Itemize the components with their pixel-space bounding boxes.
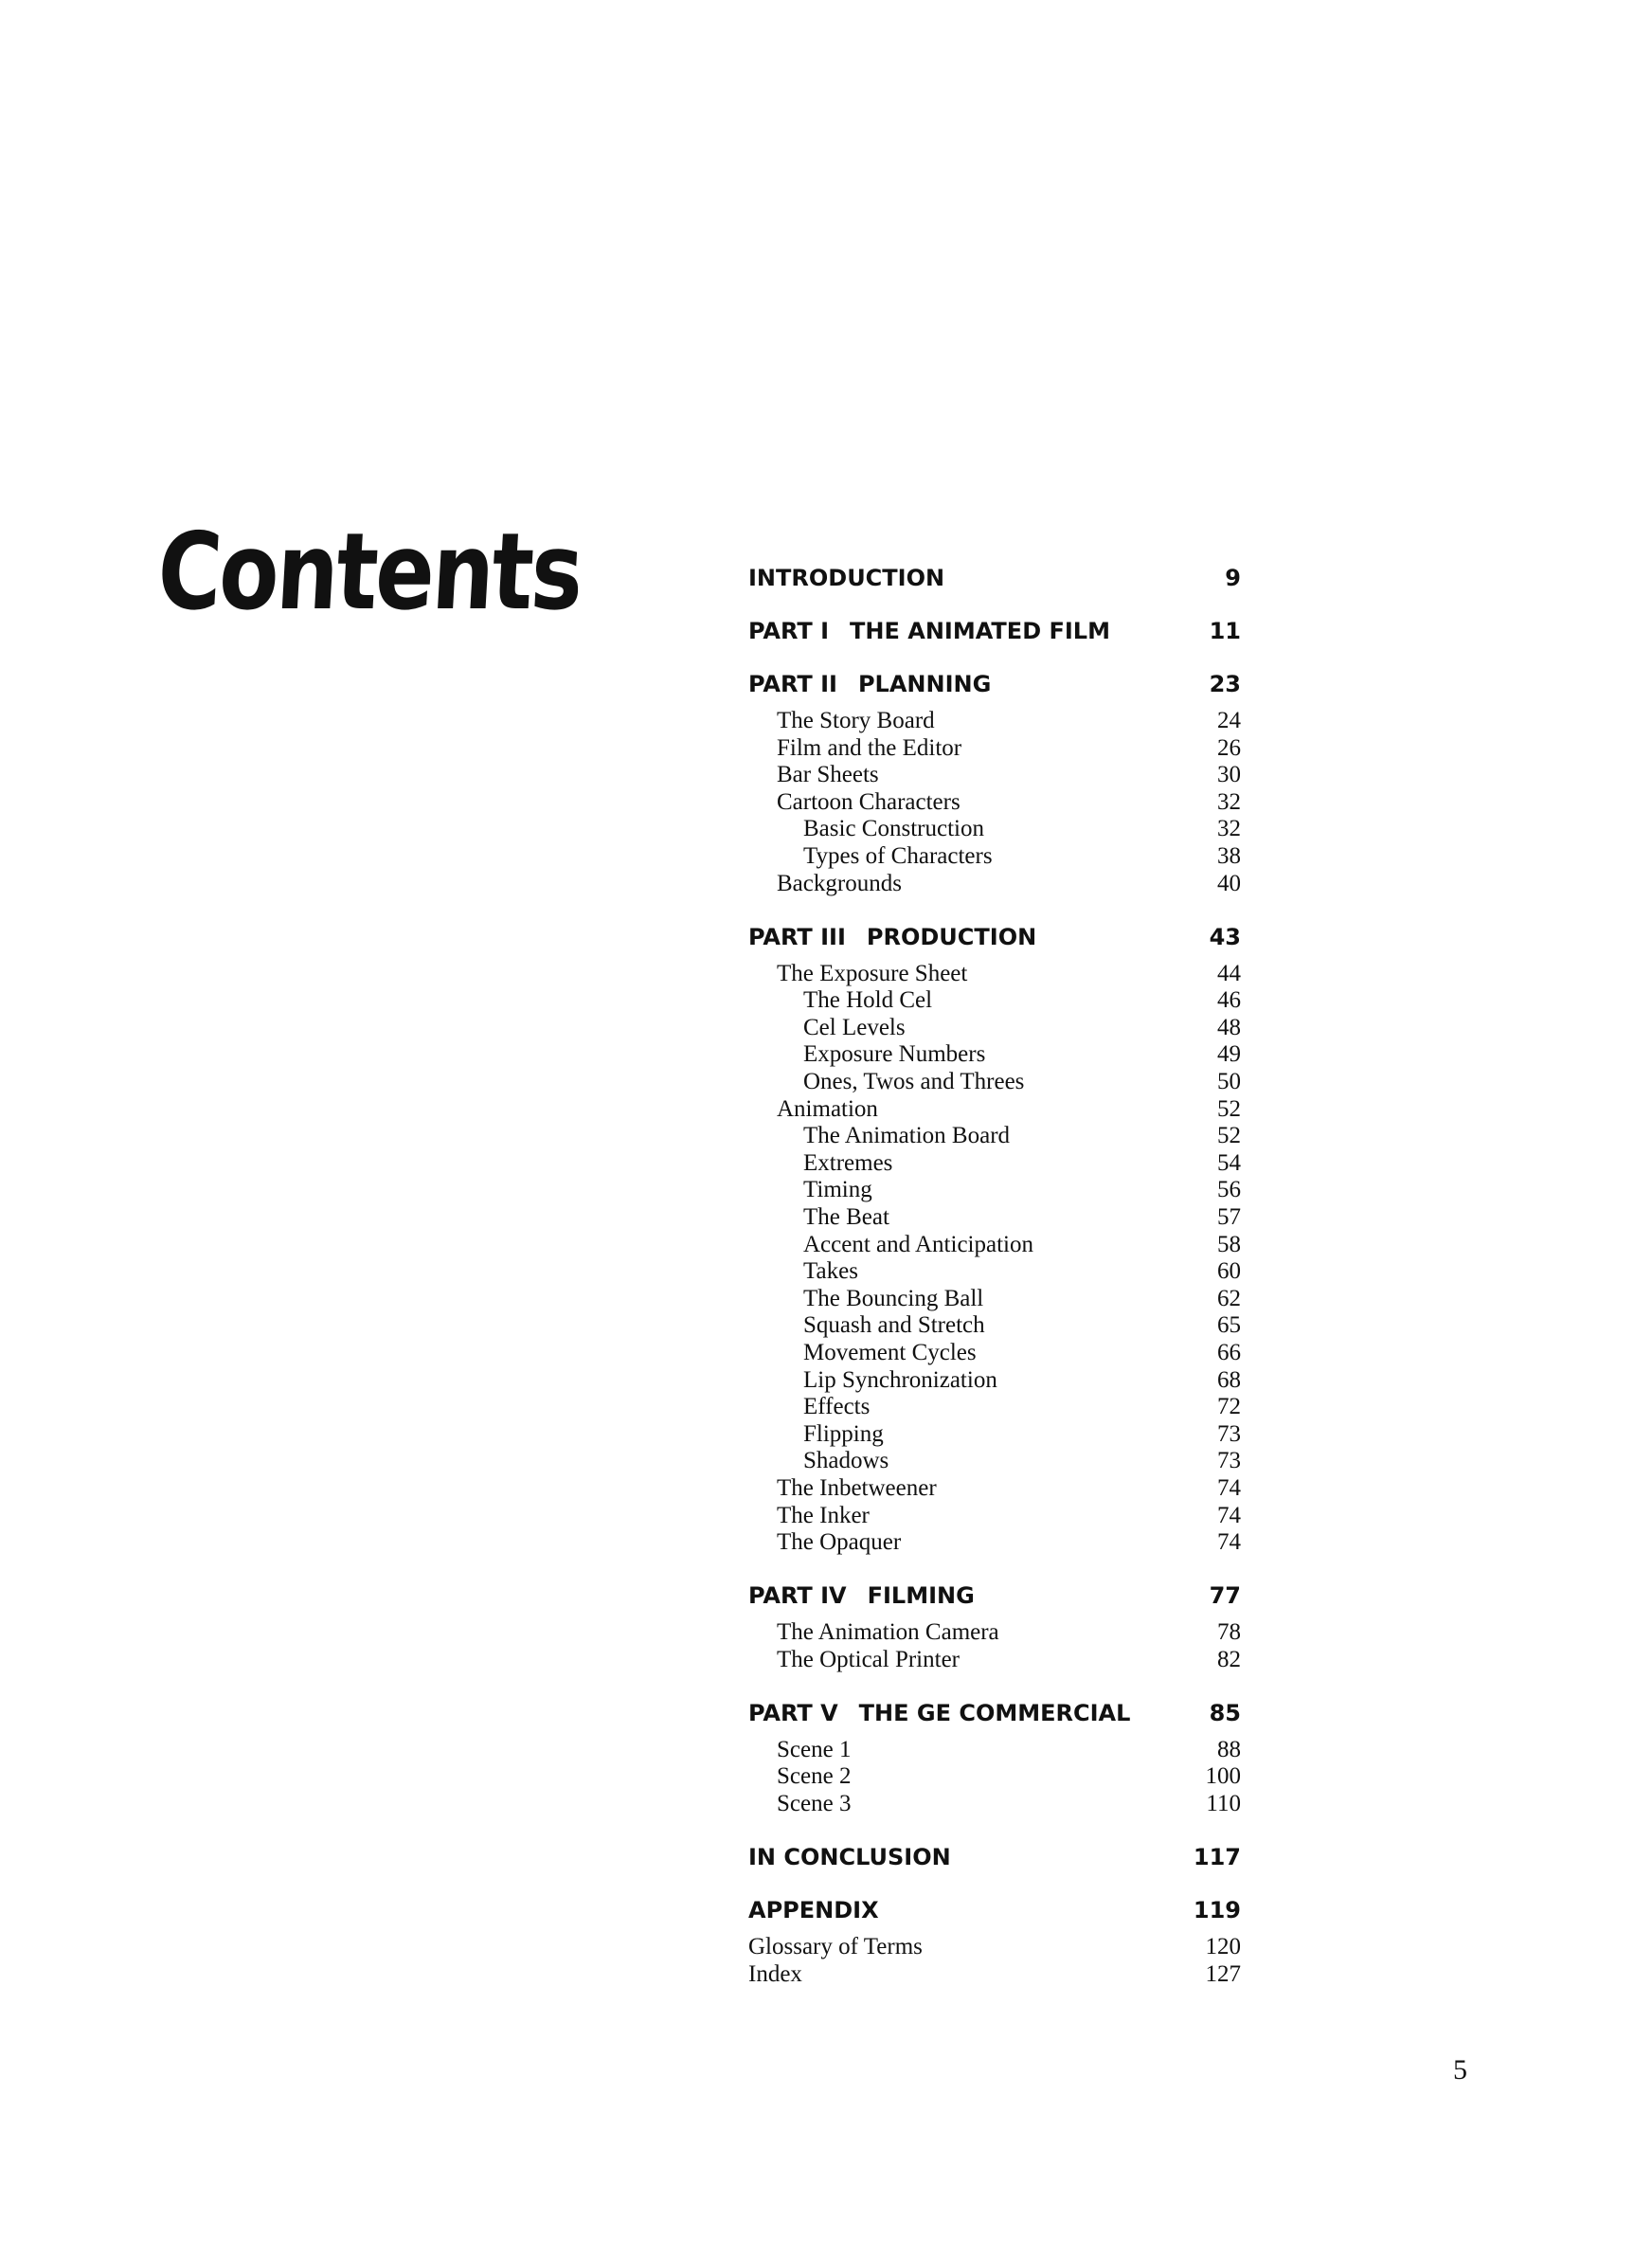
- toc-entry-title: Accent and Anticipation: [803, 1231, 1033, 1257]
- toc-entry-row: [748, 1934, 1241, 1962]
- toc-page-number: 110: [1206, 1791, 1241, 1816]
- toc-entry-row: [748, 1015, 1241, 1043]
- toc-entry-row: [748, 1340, 1241, 1368]
- toc-entry-title: The Animation Board: [803, 1123, 1011, 1149]
- toc-page-number: 119: [1193, 1897, 1241, 1923]
- toc-entry-title: Ones, Twos and Threes: [803, 1069, 1025, 1094]
- toc-entry-row: [748, 1448, 1241, 1476]
- toc-page-number: 40: [1217, 870, 1241, 896]
- toc-page-number: 74: [1217, 1475, 1241, 1501]
- toc-page-number: 23: [1209, 671, 1241, 697]
- toc-part-label: PART II: [748, 671, 837, 697]
- toc-entry-title: Index: [748, 1960, 802, 1987]
- toc-entry-row: [748, 708, 1241, 736]
- toc-part-title: PRODUCTION: [866, 923, 1037, 950]
- toc-entry-title: Basic Construction: [803, 816, 984, 842]
- toc-entry-row: [748, 1763, 1241, 1792]
- toc-entry-row: [748, 961, 1241, 989]
- toc-page-number: 24: [1217, 708, 1241, 733]
- toc-part-title: THE ANIMATED FILM: [850, 618, 1110, 644]
- toc-page-number: 32: [1217, 816, 1241, 842]
- toc-entry-title: Shadows: [803, 1448, 889, 1474]
- toc-part-title: THE GE COMMERCIAL: [858, 1699, 1131, 1726]
- toc-entry-title: The Animation Camera: [777, 1619, 999, 1646]
- toc-page-number: 26: [1217, 734, 1241, 761]
- toc-entry-title: Timing: [803, 1177, 872, 1203]
- toc-entry-row: [748, 816, 1241, 844]
- toc-page-number: 50: [1217, 1069, 1241, 1094]
- toc-entry-title: The Story Board: [777, 708, 935, 733]
- toc-entry-row: [748, 1204, 1241, 1233]
- toc-page-number: 11: [1209, 618, 1241, 644]
- toc-entry-title: Scene 2: [777, 1763, 852, 1790]
- toc-entry-row: [748, 1791, 1241, 1819]
- toc-part-label: PART III: [748, 923, 846, 950]
- toc-page-number: 52: [1217, 1095, 1241, 1122]
- toc-part-row: [748, 1844, 1241, 1872]
- toc-page-number: 117: [1193, 1844, 1241, 1870]
- toc-part-row: [748, 618, 1241, 646]
- toc-entry-row: [748, 1475, 1241, 1504]
- toc-part-label: INTRODUCTION: [748, 565, 945, 591]
- toc-entry-title: Glossary of Terms: [748, 1934, 923, 1959]
- toc-part-row: [748, 671, 1241, 699]
- toc-entry-row: [748, 871, 1241, 899]
- toc-page-number: 54: [1217, 1149, 1241, 1176]
- toc-entry-row: [748, 735, 1241, 764]
- toc-entry-row: [748, 1123, 1241, 1151]
- toc-page-number: 73: [1217, 1448, 1241, 1474]
- toc-entry-row: [748, 1737, 1241, 1765]
- toc-entry-title: The Opaquer: [777, 1529, 902, 1556]
- toc-page-number: 38: [1217, 843, 1241, 869]
- toc-page-number: 78: [1217, 1619, 1241, 1646]
- contents-heading: Contents: [154, 511, 584, 634]
- toc-entry-title: Lip Synchronization: [803, 1366, 997, 1393]
- toc-entry-title: Scene 1: [777, 1736, 852, 1762]
- toc-entry-title: Exposure Numbers: [803, 1041, 986, 1068]
- toc-entry-row: [748, 1961, 1241, 1990]
- toc-entry-row: [748, 1286, 1241, 1314]
- toc-entry-row: [748, 1258, 1241, 1287]
- toc-entry-row: [748, 762, 1241, 790]
- toc-entry-row: [748, 1503, 1241, 1531]
- toc-page-number: 60: [1217, 1258, 1241, 1285]
- toc-part-label: IN CONCLUSION: [748, 1844, 951, 1870]
- toc-entry-title: The Beat: [803, 1204, 889, 1230]
- toc-page-number: 120: [1205, 1934, 1241, 1959]
- toc-page-number: 85: [1209, 1699, 1241, 1726]
- toc-entry-title: Bar Sheets: [777, 762, 879, 788]
- toc-page-number: 9: [1225, 565, 1241, 591]
- table-of-contents: [748, 0, 1241, 2257]
- toc-entry-title: Animation: [777, 1095, 878, 1122]
- toc-page-number: 127: [1205, 1960, 1241, 1987]
- toc-entry-row: [748, 1177, 1241, 1205]
- toc-entry-row: [748, 843, 1241, 872]
- toc-entry-title: Scene 3: [777, 1791, 852, 1816]
- toc-page-number: 82: [1217, 1646, 1241, 1672]
- toc-part-row: [748, 1897, 1241, 1925]
- toc-page-number: 65: [1217, 1312, 1241, 1339]
- toc-entry-title: Types of Characters: [803, 843, 993, 869]
- toc-entry-row: [748, 1619, 1241, 1648]
- toc-page-number: 58: [1217, 1231, 1241, 1257]
- toc-page-number: 74: [1217, 1529, 1241, 1556]
- toc-page-number: 88: [1217, 1736, 1241, 1762]
- toc-entry-row: [748, 1150, 1241, 1179]
- toc-entry-title: Takes: [803, 1258, 858, 1285]
- toc-entry-title: The Bouncing Ball: [803, 1285, 984, 1311]
- toc-entry-title: The Inbetweener: [777, 1475, 937, 1501]
- toc-entry-row: [748, 1394, 1241, 1422]
- toc-entry-title: Cartoon Characters: [777, 788, 961, 815]
- toc-part-row: [748, 924, 1241, 952]
- toc-part-row: [748, 1582, 1241, 1611]
- toc-page-number: 46: [1217, 987, 1241, 1014]
- toc-entry-title: The Hold Cel: [803, 987, 933, 1014]
- toc-page-number: 52: [1217, 1123, 1241, 1149]
- toc-entry-row: [748, 1367, 1241, 1396]
- toc-entry-title: Cel Levels: [803, 1014, 906, 1040]
- toc-page-number: 62: [1217, 1285, 1241, 1311]
- toc-entry-title: Film and the Editor: [777, 734, 962, 761]
- toc-entry-row: [748, 1096, 1241, 1125]
- toc-part-label: PART IV: [748, 1582, 847, 1610]
- toc-page-number: 68: [1217, 1366, 1241, 1393]
- toc-entry-title: Backgrounds: [777, 870, 902, 896]
- toc-entry-row: [748, 1421, 1241, 1450]
- toc-part-row: [748, 565, 1241, 593]
- toc-page-number: 72: [1217, 1394, 1241, 1420]
- toc-entry-title: Extremes: [803, 1149, 893, 1176]
- toc-entry-title: Effects: [803, 1394, 871, 1420]
- toc-page-number: 100: [1205, 1763, 1241, 1790]
- toc-part-label: PART I: [748, 618, 830, 644]
- toc-part-title: FILMING: [867, 1582, 975, 1610]
- toc-entry-title: The Optical Printer: [777, 1646, 960, 1672]
- toc-page-number: 57: [1217, 1204, 1241, 1230]
- toc-entry-row: [748, 1069, 1241, 1097]
- page-number: 5: [1453, 2054, 1467, 2085]
- toc-entry-row: [748, 1529, 1241, 1558]
- toc-page-number: 74: [1217, 1502, 1241, 1528]
- toc-page-number: 48: [1217, 1014, 1241, 1040]
- toc-page-number: 43: [1209, 923, 1241, 950]
- toc-page-number: 73: [1217, 1420, 1241, 1447]
- toc-part-title: PLANNING: [857, 671, 992, 697]
- toc-part-row: [748, 1700, 1241, 1728]
- toc-part-label: PART V: [748, 1699, 838, 1726]
- toc-entry-row: [748, 1232, 1241, 1260]
- toc-page-number: 32: [1217, 788, 1241, 815]
- toc-page-number: 49: [1217, 1041, 1241, 1068]
- toc-page-number: 30: [1217, 762, 1241, 788]
- toc-page-number: 44: [1217, 960, 1241, 986]
- toc-entry-row: [748, 1041, 1241, 1070]
- toc-entry-row: [748, 789, 1241, 818]
- toc-entry-title: Movement Cycles: [803, 1340, 977, 1365]
- toc-entry-row: [748, 1647, 1241, 1675]
- toc-page-number: 77: [1209, 1582, 1241, 1610]
- toc-entry-title: Squash and Stretch: [803, 1312, 985, 1339]
- toc-entry-row: [748, 987, 1241, 1016]
- toc-page-number: 66: [1217, 1340, 1241, 1365]
- toc-entry-row: [748, 1312, 1241, 1341]
- toc-entry-title: Flipping: [803, 1420, 884, 1447]
- toc-page-number: 56: [1217, 1177, 1241, 1203]
- toc-entry-title: The Inker: [777, 1502, 870, 1528]
- toc-part-label: APPENDIX: [748, 1897, 879, 1923]
- toc-entry-title: The Exposure Sheet: [777, 960, 968, 986]
